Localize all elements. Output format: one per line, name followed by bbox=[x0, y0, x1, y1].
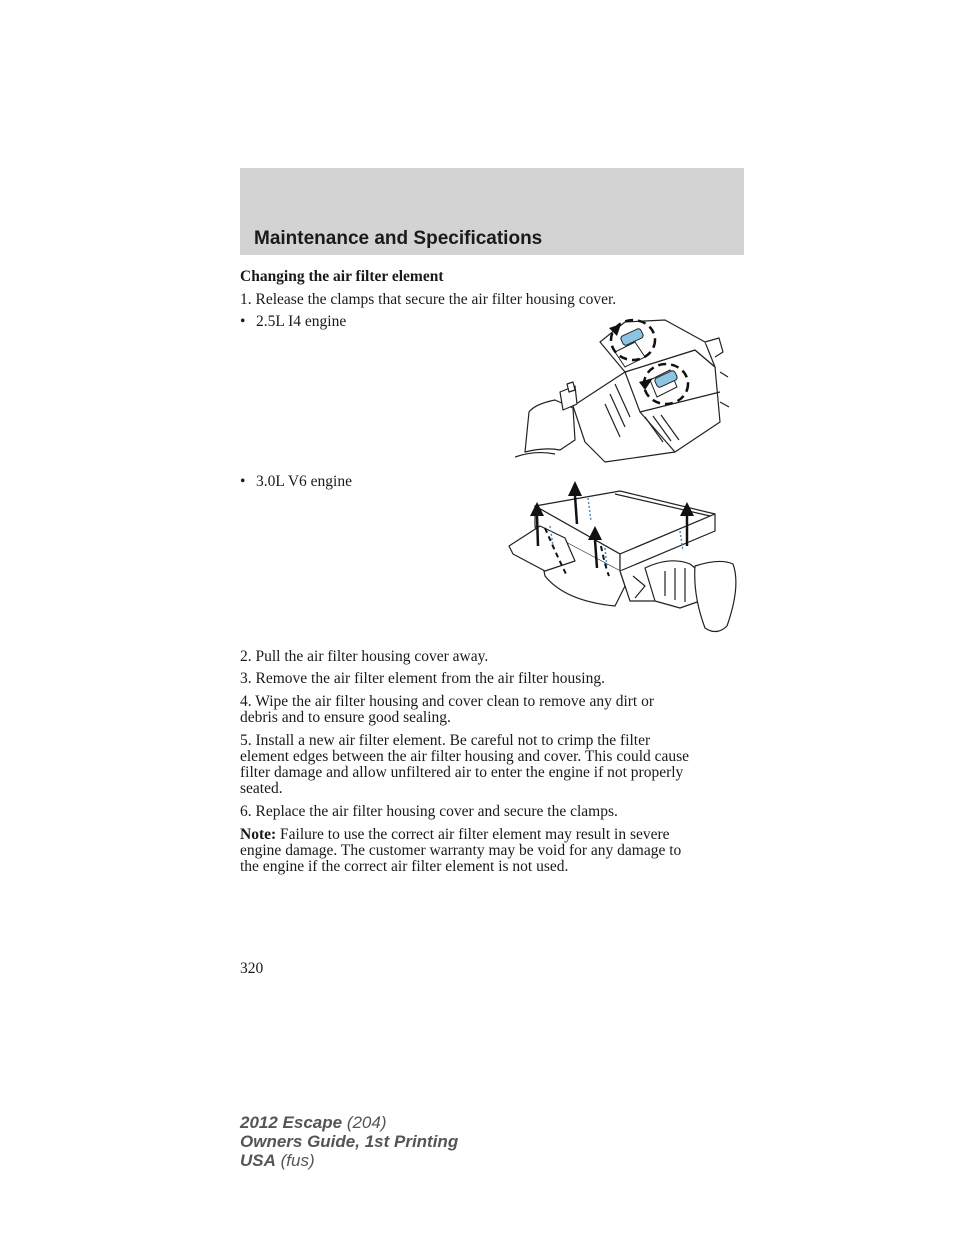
step-1: 1. Release the clamps that secure the air filter housing cover. bbox=[240, 291, 617, 308]
footer-guide: Owners Guide, 1st Printing bbox=[240, 1132, 459, 1151]
footer-model-code: (204) bbox=[342, 1113, 387, 1132]
subsection-heading: Changing the air filter element bbox=[240, 268, 444, 285]
step-5-line-4: seated. bbox=[240, 780, 283, 797]
footer-line-3 bbox=[240, 1151, 315, 1170]
step-5-line-3: filter damage and allow unfiltered air to enter the engine if not properly bbox=[240, 764, 684, 781]
footer-region-code: (fus) bbox=[275, 1151, 315, 1170]
note-line-3: the engine if the correct air filter element is not used. bbox=[240, 858, 569, 875]
step-5-line-2: element edges between the air filter housing and cover. This could cause bbox=[240, 748, 690, 765]
step-2: 2. Pull the air filter housing cover away. bbox=[240, 648, 489, 665]
note-label: Note: bbox=[240, 826, 277, 843]
air-filter-housing-3-0l-illustration bbox=[505, 476, 743, 636]
step-6: 6. Replace the air filter housing cover and secure the clamps. bbox=[240, 803, 618, 820]
page-number: 320 bbox=[240, 960, 264, 977]
footer-region: USA bbox=[240, 1151, 276, 1170]
note-text-1: Failure to use the correct air filter element may result in severe bbox=[276, 826, 670, 843]
footer-model: 2012 Escape bbox=[240, 1113, 343, 1132]
note-line-1 bbox=[240, 827, 670, 843]
step-5-line-1: 5. Install a new air filter element. Be careful not to crimp the filter bbox=[240, 732, 651, 749]
step-4-line-2: debris and to ensure good sealing. bbox=[240, 709, 451, 726]
step-4-line-1: 4. Wipe the air filter housing and cover clean to remove any dirt or bbox=[240, 693, 655, 710]
footer-line-2 bbox=[240, 1132, 458, 1151]
bullet-3-0l-engine: • 3.0L V6 engine bbox=[240, 474, 352, 490]
bullet-2-5l-engine: • 2.5L I4 engine bbox=[240, 314, 346, 330]
footer-line-1 bbox=[240, 1113, 387, 1132]
air-filter-housing-2-5l-illustration bbox=[515, 312, 730, 467]
step-3: 3. Remove the air filter element from the air filter housing. bbox=[240, 670, 605, 687]
section-title: Maintenance and Specifications bbox=[254, 228, 543, 249]
note-line-2: engine damage. The customer warranty may be void for any damage to bbox=[240, 842, 682, 859]
